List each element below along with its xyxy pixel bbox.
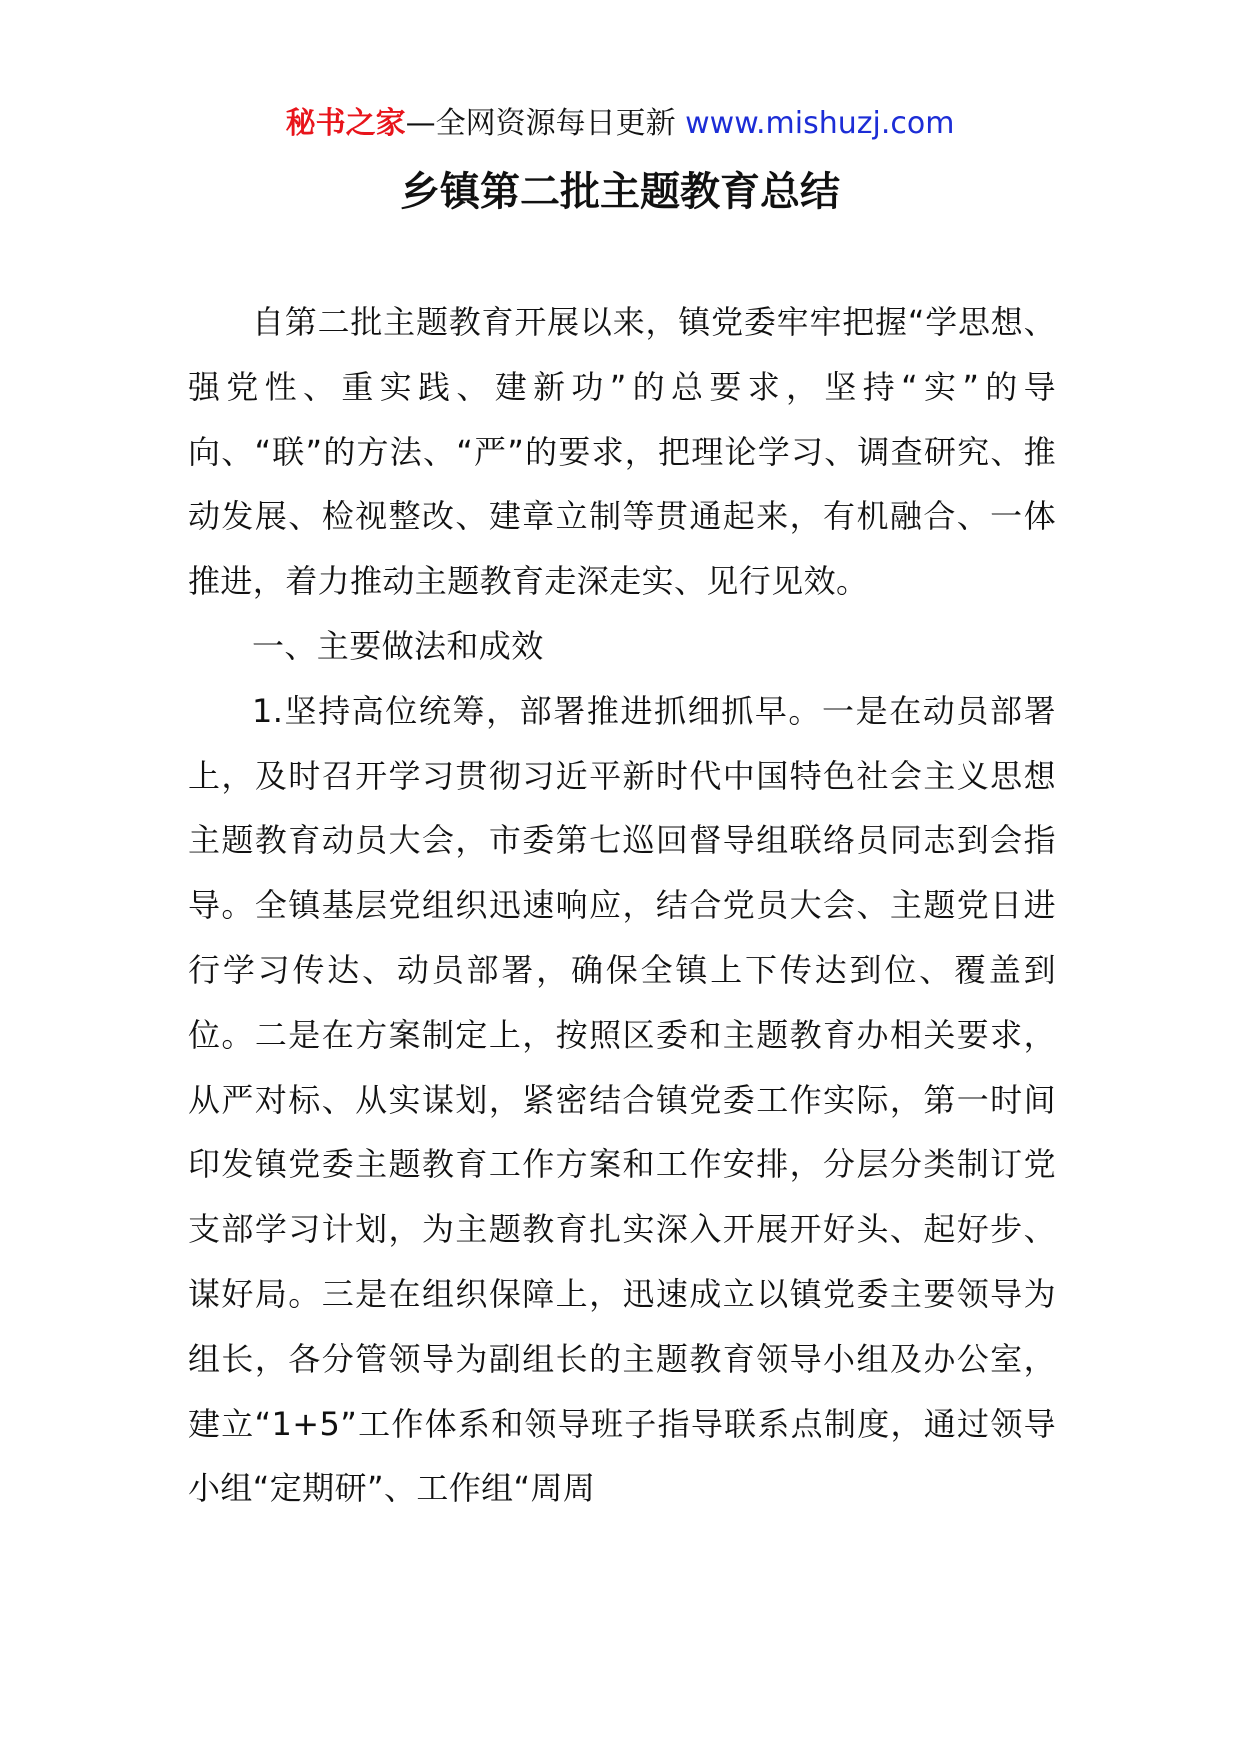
document-body (188, 290, 1056, 1521)
document-title: 乡镇第二批主题教育总结 (400, 169, 840, 215)
header-banner (0, 100, 1240, 148)
brand-name: 秘书之家 (285, 106, 406, 141)
header-tagline: —全网资源每日更新 (405, 106, 686, 141)
section-heading: 一、主要做法和成效 (252, 626, 544, 665)
intro-paragraph: 自第二批主题教育开展以来，镇党委牢牢把握“学思想、强党性、重实践、建新功”的总要求，坚持“实”的导向、“联”的方法、“严”的要求，把理论学习、调查研究、推动发展、检视整改、建章立制等贯通起来，有机融合、一体推进，着力推动主题教育走深走实、见行见效。 (188, 303, 1056, 601)
site-url-link[interactable]: www.mishuzj.com (685, 106, 955, 141)
body-paragraph: 1.坚持高位统筹，部署推进抓细抓早。一是在动员部署上，及时召开学习贯彻习近平新时代中国特色社会主义思想主题教育动员大会，市委第七巡回督导组联络员同志到会指导。全镇基层党组织迅速响应，结合党员大会、主题党日进行学习传达、动员部署，确保全镇上下传达到位、覆盖到位。二是在方案制定上，按照区委和主题教育办相关要求，从严对标、从实谋划，紧密结合镇党委工作实际，第一时间印发镇党委主题教育工作方案和工作安排，分层分类制订党支部学习计划，为主题教育扎实深入开展开好头、起好步、谋好局。三是在组织保障上，迅速成立以镇党委主要领导为组长，各分管领导为副组长的主题教育领导小组及办公室，建立“1+5”工作体系和领导班子指导联系点制度，通过领导小组“定期研”、工作组“周周 (188, 691, 1056, 1508)
